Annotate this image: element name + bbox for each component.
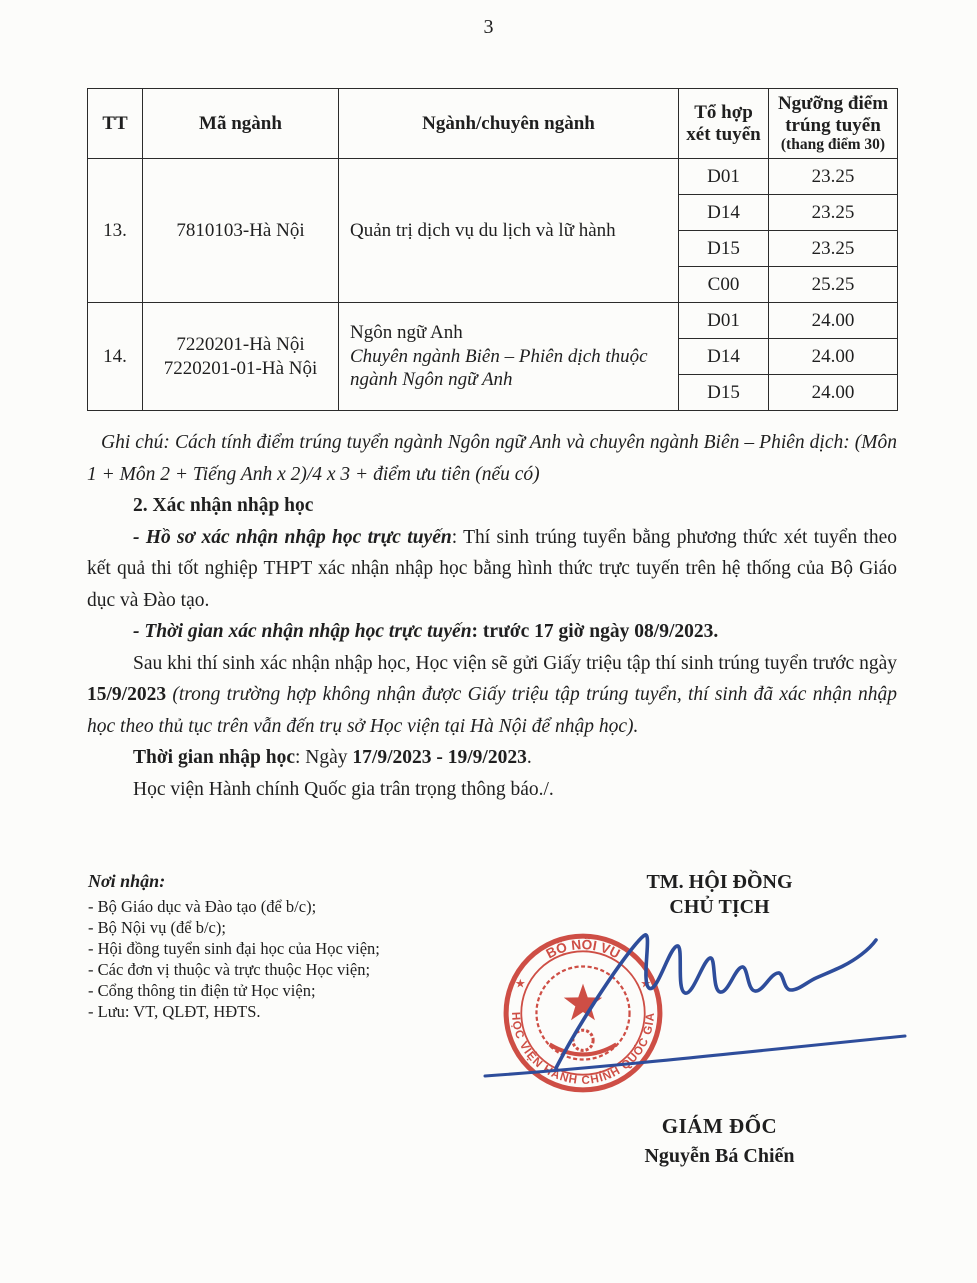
authority-line: TM. HỘI ĐỒNG <box>646 871 793 893</box>
nganh-name: Ngôn ngữ Anh <box>350 321 463 343</box>
recipient-item: - Hội đồng tuyển sinh đại học của Học viện; <box>88 939 380 958</box>
paragraph-thoi-gian-xac-nhan <box>87 616 897 648</box>
combo-code: D15 <box>679 231 769 267</box>
row-14-nganh <box>339 303 679 411</box>
col-header-tt: TT <box>88 89 143 159</box>
paragraph-label: Thời gian nhập học <box>133 747 295 768</box>
paragraph-nhap-hoc <box>87 742 897 774</box>
combo-code: D14 <box>679 195 769 231</box>
admission-score-table <box>87 88 898 411</box>
combo-code: D15 <box>679 375 769 411</box>
recipient-item: - Bộ Giáo dục và Đào tạo (để b/c); <box>88 897 317 916</box>
paragraph-parenthetical: (trong trường hợp không nhận được Giấy triệu tập trúng tuyển, thí sinh đã xác nhận nhập học theo thủ tục trên vẫn đến trụ sở Học viện tại Hà Nội để nhập học). <box>87 684 897 737</box>
recipient-item: - Cổng thông tin điện tử Học viện; <box>88 981 316 1000</box>
combo-score: 24.00 <box>769 303 898 339</box>
recipient-item: - Bộ Nội vụ (để b/c); <box>88 918 226 937</box>
nganh-note: Chuyên ngành Biên – Phiên dịch thuộc ngành Ngôn ngữ Anh <box>350 345 648 391</box>
paragraph-body: : Ngày <box>295 747 353 768</box>
combo-score: 23.25 <box>769 231 898 267</box>
col-header-ma-nganh: Mã ngành <box>143 89 339 159</box>
table-row <box>88 303 898 339</box>
ma-nganh-line: 7220201-01-Hà Nội <box>163 357 318 379</box>
signer-name: Nguyễn Bá Chiến <box>644 1145 795 1167</box>
paragraph-body: . <box>526 747 532 768</box>
authority-block <box>552 870 887 920</box>
row-13-nganh: Quản trị dịch vụ du lịch và lữ hành <box>339 159 679 303</box>
signature-stroke <box>556 935 876 1068</box>
col-header-nguong-sub: (thang điểm 30) <box>780 136 886 154</box>
authority-line: CHỦ TỊCH <box>669 896 770 918</box>
combo-score: 23.25 <box>769 195 898 231</box>
section-heading: 2. Xác nhận nhập học <box>133 495 314 516</box>
combo-code: D01 <box>679 159 769 195</box>
row-14-ma-nganh <box>143 303 339 411</box>
combo-score: 24.00 <box>769 339 898 375</box>
combo-code: D14 <box>679 339 769 375</box>
paragraph-ho-so <box>87 522 897 617</box>
paragraph-label: - Thời gian xác nhận nhập học trực tuyến <box>133 621 472 642</box>
signature <box>473 920 918 1092</box>
combo-code: C00 <box>679 267 769 303</box>
row-14-tt: 14. <box>88 303 143 411</box>
col-header-nguong-title: Ngưỡng điểm trúng tuyển <box>777 92 889 136</box>
paragraph-label: - Hồ sơ xác nhận nhập học trực tuyến <box>133 526 452 548</box>
seal-bottom-text: HỌC VIỆN HÀNH CHÍNH QUỐC GIA <box>509 1011 657 1087</box>
page-number: 3 <box>483 16 494 38</box>
signer-title: GIÁM ĐỐC <box>661 1114 778 1138</box>
combo-score: 24.00 <box>769 375 898 411</box>
table-row <box>88 159 898 195</box>
col-header-nguong <box>769 89 898 159</box>
recipient-item: - Lưu: VT, QLĐT, HĐTS. <box>88 1002 261 1021</box>
star-icon: ★ <box>640 976 652 991</box>
row-13-tt: 13. <box>88 159 143 303</box>
paragraph-deadline: : trước 17 giờ ngày 08/9/2023. <box>471 621 719 642</box>
star-icon: ★ <box>514 976 526 991</box>
note-paragraph: Ghi chú: Cách tính điểm trúng tuyển ngành Ngôn ngữ Anh và chuyên ngành Biên – Phiên dịch: (Môn 1 + Môn 2 + Tiếng Anh x 2)/4 x 3 + điểm ưu tiên (nếu có) <box>87 432 897 485</box>
combo-code: D01 <box>679 303 769 339</box>
paragraph-body: Sau khi thí sinh xác nhận nhập học, Học viện sẽ gửi Giấy triệu tập thí sinh trúng tuyển trước ngày <box>133 652 897 674</box>
body-text <box>87 427 897 805</box>
recipients-block <box>88 871 458 1022</box>
paragraph-body: : Thí sinh trúng tuyển bằng phương thức xét tuyển theo kết quả thi tốt nghiệp THPT xác nhận nhập học bằng hình thức trực tuyến trên hệ thống của Bộ Giáo dục và Đào tạo. <box>87 526 898 611</box>
signer-block <box>552 1114 887 1168</box>
table-header-row <box>88 89 898 159</box>
seal-top-text: BỘ NỘI VỤ <box>543 937 623 962</box>
combo-score: 25.25 <box>769 267 898 303</box>
date-range: 17/9/2023 - 19/9/2023 <box>352 747 527 768</box>
date-value: 15/9/2023 <box>87 684 167 705</box>
recipient-item: - Các đơn vị thuộc và trực thuộc Học viện; <box>88 960 371 979</box>
combo-score: 23.25 <box>769 159 898 195</box>
row-13-ma-nganh: 7810103-Hà Nội <box>143 159 339 303</box>
paragraph-closing: Học viện Hành chính Quốc gia trân trọng thông báo./. <box>133 778 554 800</box>
ma-nganh-line: 7220201-Hà Nội <box>176 333 305 355</box>
paragraph-sau-khi <box>87 648 897 743</box>
col-header-to-hop: Tổ hợp xét tuyển <box>679 89 769 159</box>
col-header-nganh: Ngành/chuyên ngành <box>339 89 679 159</box>
signature-underline <box>485 1036 905 1076</box>
recipients-title: Nơi nhận: <box>88 871 166 891</box>
